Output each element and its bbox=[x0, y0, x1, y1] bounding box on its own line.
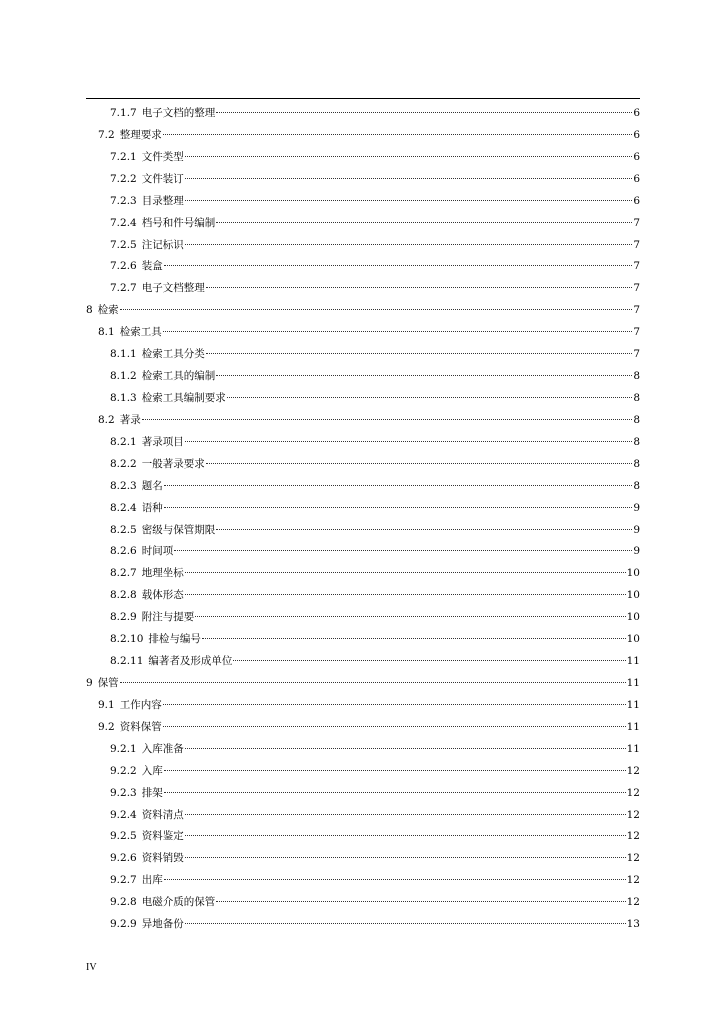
toc-entry-title: 注记标识 bbox=[141, 238, 184, 251]
toc-entry-title: 入库准备 bbox=[141, 742, 184, 755]
toc-entry-page: 12 bbox=[626, 764, 640, 777]
toc-entry-page: 12 bbox=[626, 830, 640, 843]
toc-entry-number: 8.2 bbox=[98, 413, 115, 426]
toc-entry-page: 11 bbox=[626, 742, 640, 755]
toc-entry[interactable] bbox=[86, 848, 640, 870]
toc-entry-page: 11 bbox=[626, 720, 640, 733]
toc-entry[interactable] bbox=[86, 761, 640, 783]
toc-entry-page: 10 bbox=[626, 567, 640, 580]
toc-entry-title: 题名 bbox=[141, 479, 163, 492]
toc-dot-leader bbox=[185, 178, 633, 179]
toc-entry-number: 7.2.7 bbox=[110, 282, 137, 295]
toc-entry-page: 6 bbox=[633, 194, 640, 207]
toc-dot-leader bbox=[164, 879, 626, 880]
toc-entry-number: 8.2.11 bbox=[110, 655, 144, 668]
toc-entry[interactable] bbox=[86, 344, 640, 366]
toc-entry-page: 10 bbox=[626, 611, 640, 624]
toc-entry-page: 10 bbox=[626, 633, 640, 646]
toc-entry-title: 保管 bbox=[97, 676, 119, 689]
toc-entry-number: 9.2 bbox=[98, 720, 115, 733]
toc-entry-title: 密级与保管期限 bbox=[141, 523, 216, 536]
toc-entry-number: 8.2.6 bbox=[110, 545, 137, 558]
toc-entry-number: 9.2.6 bbox=[110, 852, 137, 865]
toc-dot-leader bbox=[185, 857, 626, 858]
toc-dot-leader bbox=[216, 375, 632, 376]
toc-dot-leader bbox=[216, 112, 632, 113]
toc-entry-page: 11 bbox=[626, 655, 640, 668]
toc-entry-number: 8.1.1 bbox=[110, 348, 137, 361]
toc-entry[interactable] bbox=[86, 870, 640, 892]
toc-entry-title: 语种 bbox=[141, 501, 163, 514]
toc-entry-title: 时间项 bbox=[141, 545, 174, 558]
toc-entry-page: 6 bbox=[633, 128, 640, 141]
toc-entry-number: 7.2.3 bbox=[110, 194, 137, 207]
toc-entry-title: 资料鉴定 bbox=[141, 830, 184, 843]
footer-page-number: IV bbox=[86, 962, 97, 973]
toc-entry-title: 检索工具编制要求 bbox=[141, 391, 226, 404]
toc-entry-title: 著录 bbox=[119, 413, 141, 426]
toc-entry-page: 6 bbox=[633, 107, 640, 119]
toc-dot-leader bbox=[185, 835, 626, 836]
toc-entry-number: 7.2.5 bbox=[110, 238, 137, 251]
toc-entry-title: 档号和件号编制 bbox=[141, 216, 216, 229]
toc-dot-leader bbox=[206, 463, 633, 464]
toc-entry[interactable] bbox=[86, 607, 640, 629]
toc-entry[interactable] bbox=[86, 717, 640, 739]
toc-dot-leader bbox=[216, 222, 632, 223]
toc-entry-number: 8.2.3 bbox=[110, 479, 137, 492]
toc-entry[interactable] bbox=[86, 366, 640, 388]
toc-entry-number: 8.1.2 bbox=[110, 370, 137, 383]
toc-entry-page: 8 bbox=[633, 413, 640, 426]
toc-entry[interactable] bbox=[86, 235, 640, 257]
toc-dot-leader bbox=[120, 682, 626, 683]
toc-entry-number: 9 bbox=[86, 676, 93, 689]
toc-entry-page: 8 bbox=[633, 479, 640, 492]
toc-entry[interactable] bbox=[86, 322, 640, 344]
toc-entry[interactable] bbox=[86, 410, 640, 432]
toc-entry-number: 8.2.10 bbox=[110, 633, 144, 646]
toc-entry-title: 检索工具分类 bbox=[141, 348, 205, 361]
table-of-contents bbox=[86, 103, 640, 936]
toc-entry[interactable] bbox=[86, 432, 640, 454]
toc-entry-title: 著录项目 bbox=[141, 435, 184, 448]
toc-entry[interactable] bbox=[86, 695, 640, 717]
toc-entry-title: 电子文档整理 bbox=[141, 282, 205, 295]
toc-entry-page: 13 bbox=[626, 918, 640, 931]
toc-entry-title: 出库 bbox=[141, 874, 163, 887]
toc-entry-title: 目录整理 bbox=[141, 194, 184, 207]
toc-entry-number: 9.2.4 bbox=[110, 808, 137, 821]
toc-entry-title: 文件类型 bbox=[141, 150, 184, 163]
toc-entry-title: 异地备份 bbox=[141, 918, 184, 931]
toc-entry-number: 8.1 bbox=[98, 326, 115, 339]
toc-entry-number: 8.2.7 bbox=[110, 567, 137, 580]
toc-entry[interactable] bbox=[86, 914, 640, 936]
toc-dot-leader bbox=[185, 244, 633, 245]
toc-entry[interactable] bbox=[86, 892, 640, 914]
toc-dot-leader bbox=[185, 572, 626, 573]
toc-dot-leader bbox=[227, 397, 633, 398]
toc-dot-leader bbox=[185, 594, 626, 595]
toc-dot-leader bbox=[216, 901, 625, 902]
toc-entry[interactable] bbox=[86, 256, 640, 278]
toc-dot-leader bbox=[164, 507, 633, 508]
toc-entry-page: 12 bbox=[626, 852, 640, 865]
toc-entry-title: 装盒 bbox=[141, 260, 163, 273]
toc-dot-leader bbox=[185, 814, 626, 815]
toc-entry-title: 载体形态 bbox=[141, 589, 184, 602]
toc-entry-page: 9 bbox=[633, 523, 640, 536]
toc-entry-title: 排架 bbox=[141, 786, 163, 799]
toc-dot-leader bbox=[185, 156, 633, 157]
toc-dot-leader bbox=[206, 287, 633, 288]
toc-entry-page: 7 bbox=[633, 326, 640, 339]
toc-entry-page: 6 bbox=[633, 172, 640, 185]
toc-entry[interactable] bbox=[86, 213, 640, 235]
toc-entry-title: 电磁介质的保管 bbox=[141, 896, 216, 909]
toc-dot-leader bbox=[185, 441, 633, 442]
toc-entry-page: 6 bbox=[633, 150, 640, 163]
toc-entry-page: 10 bbox=[626, 589, 640, 602]
toc-entry-number: 9.1 bbox=[98, 698, 115, 711]
toc-entry-page: 8 bbox=[633, 391, 640, 404]
toc-dot-leader bbox=[164, 792, 626, 793]
toc-entry[interactable] bbox=[86, 651, 640, 673]
toc-dot-leader bbox=[206, 353, 633, 354]
toc-dot-leader bbox=[164, 485, 633, 486]
toc-entry-page: 8 bbox=[633, 435, 640, 448]
toc-entry-number: 8.1.3 bbox=[110, 391, 137, 404]
toc-entry[interactable] bbox=[86, 300, 640, 322]
toc-entry-number: 8.2.1 bbox=[110, 435, 137, 448]
toc-entry[interactable] bbox=[86, 147, 640, 169]
toc-entry-title: 资料保管 bbox=[119, 720, 162, 733]
toc-dot-leader bbox=[163, 704, 626, 705]
toc-entry[interactable] bbox=[86, 673, 640, 695]
toc-entry[interactable] bbox=[86, 191, 640, 213]
toc-dot-leader bbox=[233, 660, 625, 661]
toc-entry-page: 9 bbox=[633, 545, 640, 558]
toc-entry-number: 9.2.3 bbox=[110, 786, 137, 799]
toc-entry-number: 9.2.2 bbox=[110, 764, 137, 777]
toc-entry-title: 资料清点 bbox=[141, 808, 184, 821]
toc-entry[interactable] bbox=[86, 739, 640, 761]
toc-entry-page: 7 bbox=[633, 216, 640, 229]
toc-entry[interactable] bbox=[86, 125, 640, 147]
toc-entry-page: 12 bbox=[626, 808, 640, 821]
toc-entry-number: 9.2.9 bbox=[110, 918, 137, 931]
toc-dot-leader bbox=[164, 770, 626, 771]
toc-entry[interactable] bbox=[86, 629, 640, 651]
toc-dot-leader bbox=[174, 550, 632, 551]
toc-entry-number: 8.2.9 bbox=[110, 611, 137, 624]
toc-entry[interactable] bbox=[86, 454, 640, 476]
toc-entry-title: 检索工具的编制 bbox=[141, 370, 216, 383]
toc-dot-leader bbox=[185, 923, 626, 924]
toc-entry[interactable] bbox=[86, 783, 640, 805]
toc-entry-title: 文件装订 bbox=[141, 172, 184, 185]
toc-dot-leader bbox=[163, 726, 626, 727]
toc-entry[interactable] bbox=[86, 169, 640, 191]
toc-entry-page: 9 bbox=[633, 501, 640, 514]
toc-entry-title: 附注与提要 bbox=[141, 611, 195, 624]
toc-entry[interactable] bbox=[86, 520, 640, 542]
toc-entry-title: 电子文档的整理 bbox=[141, 107, 216, 119]
toc-entry-page: 8 bbox=[633, 370, 640, 383]
toc-entry-title: 排检与编号 bbox=[148, 633, 201, 646]
toc-dot-leader bbox=[195, 616, 625, 617]
toc-entry-page: 11 bbox=[626, 676, 640, 689]
toc-dot-leader bbox=[164, 265, 633, 266]
toc-entry-number: 7.2.2 bbox=[110, 172, 137, 185]
toc-entry-number: 7.1.7 bbox=[110, 107, 137, 119]
toc-entry-page: 7 bbox=[633, 260, 640, 273]
toc-entry-page: 7 bbox=[633, 238, 640, 251]
toc-entry-title: 检索 bbox=[97, 304, 119, 317]
toc-entry-page: 7 bbox=[633, 348, 640, 361]
toc-entry[interactable] bbox=[86, 278, 640, 300]
toc-entry-title: 工作内容 bbox=[119, 698, 162, 711]
toc-entry-number: 7.2.4 bbox=[110, 216, 137, 229]
toc-entry[interactable] bbox=[86, 563, 640, 585]
toc-dot-leader bbox=[216, 529, 632, 530]
header-rule bbox=[86, 98, 640, 99]
toc-dot-leader bbox=[120, 309, 633, 310]
toc-entry-title: 地理坐标 bbox=[141, 567, 184, 580]
toc-entry-number: 8.2.2 bbox=[110, 457, 137, 470]
toc-entry-page: 7 bbox=[633, 304, 640, 317]
toc-entry-title: 编著者及形成单位 bbox=[148, 655, 233, 668]
toc-entry[interactable] bbox=[86, 805, 640, 827]
toc-entry-number: 7.2 bbox=[98, 128, 115, 141]
toc-entry-title: 入库 bbox=[141, 764, 163, 777]
toc-dot-leader bbox=[202, 638, 626, 639]
toc-entry-page: 12 bbox=[626, 896, 640, 909]
toc-dot-leader bbox=[163, 331, 633, 332]
toc-entry-page: 12 bbox=[626, 786, 640, 799]
toc-entry-page: 12 bbox=[626, 874, 640, 887]
toc-entry-number: 8.2.8 bbox=[110, 589, 137, 602]
toc-entry-title: 检索工具 bbox=[119, 326, 162, 339]
toc-entry-title: 一般著录要求 bbox=[141, 457, 205, 470]
toc-entry[interactable] bbox=[86, 103, 640, 125]
toc-entry-page: 11 bbox=[626, 698, 640, 711]
toc-entry[interactable] bbox=[86, 541, 640, 563]
toc-dot-leader bbox=[185, 748, 626, 749]
toc-dot-leader bbox=[185, 200, 633, 201]
toc-entry-number: 8.2.4 bbox=[110, 501, 137, 514]
toc-entry-number: 7.2.6 bbox=[110, 260, 137, 273]
toc-entry-title: 资料销毁 bbox=[141, 852, 184, 865]
toc-entry-title: 整理要求 bbox=[119, 128, 162, 141]
toc-entry-number: 9.2.5 bbox=[110, 830, 137, 843]
toc-entry-number: 7.2.1 bbox=[110, 150, 137, 163]
toc-entry[interactable] bbox=[86, 498, 640, 520]
toc-entry-number: 9.2.7 bbox=[110, 874, 137, 887]
toc-dot-leader bbox=[142, 419, 633, 420]
toc-entry[interactable] bbox=[86, 585, 640, 607]
toc-entry[interactable] bbox=[86, 388, 640, 410]
toc-entry[interactable] bbox=[86, 826, 640, 848]
toc-dot-leader bbox=[163, 134, 633, 135]
toc-entry-number: 9.2.8 bbox=[110, 896, 137, 909]
toc-entry-page: 7 bbox=[633, 282, 640, 295]
toc-entry-page: 8 bbox=[633, 457, 640, 470]
toc-entry-number: 8.2.5 bbox=[110, 523, 137, 536]
toc-entry-number: 8 bbox=[86, 304, 93, 317]
toc-entry-number: 9.2.1 bbox=[110, 742, 137, 755]
toc-entry[interactable] bbox=[86, 476, 640, 498]
